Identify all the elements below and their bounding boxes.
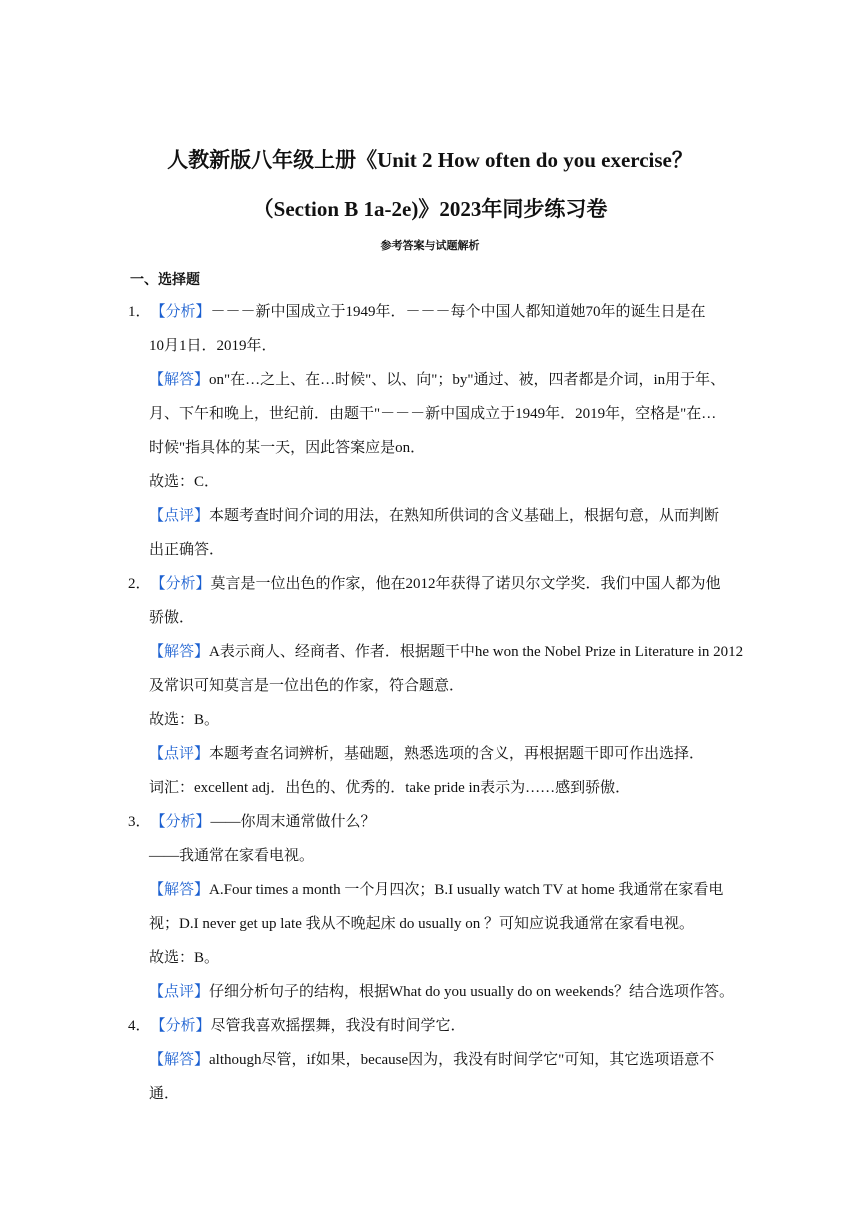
question-number: 1． [128, 304, 151, 320]
answer-tag: 【解答】 [149, 882, 210, 898]
analysis-text: 尽管我喜欢摇摆舞，我没有时间学它． [210, 1018, 466, 1034]
question-4-answer [149, 1050, 714, 1070]
analysis-tag: 【分析】 [150, 1018, 211, 1034]
question-3-analysis-cont: ——我通常在家看电视。 [149, 848, 315, 864]
answer-text: A.Four times a month 一个月四次；B.I usually watch TV at home 我通常在家看电 [209, 882, 724, 898]
question-3-analysis [128, 812, 376, 832]
question-1-comment [149, 506, 719, 526]
question-3-comment [149, 982, 734, 1002]
section-heading: 一、选择题 [130, 273, 200, 288]
comment-text: 仔细分析句子的结构，根据What do you usually do on weekends？结合选项作答。 [209, 984, 734, 1000]
analysis-tag: 【分析】 [150, 304, 211, 320]
answer-text: on"在…之上、在…时候"、以、向"；by"通过、被，四者都是介词，in用于年、 [209, 372, 726, 388]
question-2-analysis-cont: 骄傲． [149, 610, 195, 626]
question-1-analysis-cont: 10月1日．2019年． [149, 338, 277, 354]
document-title-line-1: 人教新版八年级上册《Unit 2 How often do you exercise？ [167, 148, 693, 172]
document-title-line-2: （Section B 1a-2e)》2023年同步练习卷 [252, 197, 608, 221]
question-2-comment [149, 744, 704, 764]
question-2-vocab: 词汇：excellent adj．出色的、优秀的．take pride in表示为……感到骄傲． [149, 780, 631, 796]
question-1-answer-cont-2: 时候"指具体的某一天，因此答案应是on． [149, 440, 426, 456]
question-3-answer [149, 880, 723, 900]
answer-tag: 【解答】 [149, 1052, 210, 1068]
question-4-answer-cont: 通． [149, 1086, 180, 1102]
question-1-analysis [128, 302, 706, 322]
question-2-choice: 故选：B。 [149, 712, 220, 728]
question-1-answer [149, 370, 725, 390]
question-number: 4． [128, 1018, 151, 1034]
analysis-text: ——你周末通常做什么？ [210, 814, 376, 830]
comment-text: 本题考查名词辨析，基础题，熟悉选项的含义，再根据题干即可作出选择． [209, 746, 705, 762]
question-2-answer-cont: 及常识可知莫言是一位出色的作家，符合题意． [149, 678, 465, 694]
answer-tag: 【解答】 [149, 644, 210, 660]
analysis-text: －－－新中国成立于1949年．－－－每个中国人都知道她70年的诞生日是在 [210, 304, 706, 320]
answer-text: although尽管，if如果，because因为，我没有时间学它"可知，其它选项语意不 [209, 1052, 715, 1068]
question-3-choice: 故选：B。 [149, 950, 220, 966]
question-number: 3． [128, 814, 151, 830]
question-2-answer [149, 642, 743, 662]
question-number: 2． [128, 576, 151, 592]
answer-tag: 【解答】 [149, 372, 210, 388]
question-1-choice: 故选：C． [149, 474, 220, 490]
comment-text: 本题考查时间介词的用法，在熟知所供词的含义基础上，根据句意，从而判断 [209, 508, 720, 524]
analysis-tag: 【分析】 [150, 814, 211, 830]
question-1-comment-cont: 出正确答． [149, 542, 225, 558]
comment-tag: 【点评】 [149, 984, 210, 1000]
question-1-answer-cont-1: 月、下午和晚上，世纪前．由题干"－－－新中国成立于1949年．2019年，空格是"在… [149, 406, 717, 422]
question-2-analysis [128, 574, 721, 594]
question-3-answer-cont: 视；D.I never get up late 我从不晚起床 do usually on ？可知应说我通常在家看电视。 [149, 916, 694, 932]
document-subtitle: 参考答案与试题解析 [380, 240, 480, 252]
analysis-text: 莫言是一位出色的作家，他在2012年获得了诺贝尔文学奖．我们中国人都为他 [210, 576, 721, 592]
question-4-analysis [128, 1016, 466, 1036]
comment-tag: 【点评】 [149, 508, 210, 524]
analysis-tag: 【分析】 [150, 576, 211, 592]
answer-text: A表示商人、经商者、作者．根据题干中he won the Nobel Prize in Literature in 2012 [209, 644, 744, 660]
comment-tag: 【点评】 [149, 746, 210, 762]
